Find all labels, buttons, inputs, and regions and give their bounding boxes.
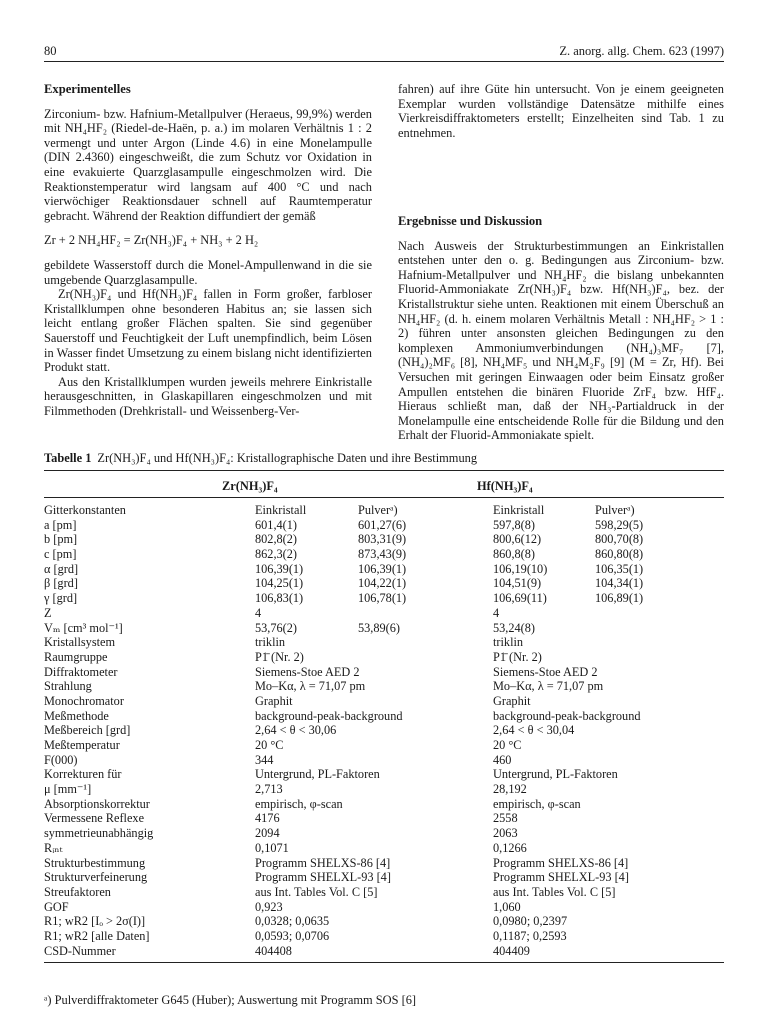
- table-cell-row-label: Vₘ [cm³ mol⁻¹]: [44, 620, 123, 635]
- table-cell-hf-einkristall: Siemens-Stoe AED 2: [493, 664, 598, 679]
- table-cell-hf-einkristall: P1̄ (Nr. 2): [493, 649, 542, 664]
- table-row: [44, 944, 724, 959]
- table-cell-zr-einkristall: 2094: [255, 826, 280, 841]
- table-row: [44, 562, 724, 577]
- table-cell-row-label: Meßmethode: [44, 708, 109, 723]
- paragraph: Zirconium- bzw. Hafnium-Metallpulver (Heraeus, 99,9%) werden mit NH₄HF₂ (Riedel-de-Haën, p. a.) im molaren Verhältnis 1 : 2 vermengt und unter Argon (Linde 4.6) in eine Monelampulle (DIN 2.4360) eingeschweißt, die zum Schutz vor Oxidation in eine evakuierte Quarzglasampulle eingeschmolzen wird. Die Reaktionstemperatur wird langsam auf 400 °C und nach vierwöchiger Reaktionsdauer schnell auf Raumtemperatur gebracht. Während der Reaktion diffundiert der gemäß: [44, 106, 372, 223]
- table-row: [44, 767, 724, 782]
- table-cell-zr-einkristall: 2,713: [255, 782, 283, 797]
- table-cell-row-label: symmetrieunabhängig: [44, 826, 154, 841]
- table-cell-hf-pulver: 106,89(1): [595, 591, 644, 606]
- table-cell-hf-pulver: 106,35(1): [595, 561, 644, 576]
- table-cell-row-label: R1; wR2 [Iₒ > 2σ(I)]: [44, 914, 146, 929]
- table-row: [44, 679, 724, 694]
- table-cell-zr-einkristall: 4176: [255, 811, 280, 826]
- table-cell-zr-einkristall: 802,8(2): [255, 532, 298, 547]
- table-cell-row-label: c [pm]: [44, 547, 77, 562]
- table-cell-row-label: R1; wR2 [alle Daten]: [44, 928, 150, 943]
- table-row: [44, 694, 724, 709]
- table-row: [44, 753, 724, 768]
- section-heading-experimental: Experimentelles: [44, 82, 131, 96]
- table-cell-row-label: Strahlung: [44, 679, 92, 694]
- table-cell-row-label: Strukturverfeinerung: [44, 870, 148, 885]
- table-cell-row-label: b [pm]: [44, 532, 78, 547]
- table-cell-row-label: Gitterkonstanten: [44, 503, 126, 517]
- table-cell-row-label: Kristallsystem: [44, 635, 116, 650]
- table-cell-zr-pulver: 601,27(6): [358, 517, 407, 532]
- table-row: [44, 797, 724, 812]
- table-cell-row-label: a [pm]: [44, 517, 77, 532]
- table-bottom-rule: [44, 962, 724, 963]
- table-cell-zr-einkristall: 0,1071: [255, 840, 289, 855]
- paragraph: Zr(NH₃)F₄ und Hf(NH₃)F₄ fallen in Form großer, farbloser Kristallklumpen ohne besonderen Habitus an; sie lassen sich leicht entlang großer Flächen spalten. Sie sind gegenüber Sauerstoff und Feuchtigkeit der Luft unempfindlich, beim Lösen in Wasser findet Umsetzung zu einem bislang nicht identifizierten Produkt statt.: [44, 287, 372, 375]
- table-cell-hf-einkristall: 800,6(12): [493, 532, 542, 547]
- table-cell-hf-einkristall: 106,69(11): [493, 591, 547, 606]
- table-cell-row-label: Monochromator: [44, 693, 124, 708]
- table-row: [44, 547, 724, 562]
- table-cell-hf-einkristall: 2063: [493, 826, 518, 841]
- table-cell-zr-einkristall: Programm SHELXL-93 [4]: [255, 870, 391, 885]
- table-cell-zr-einkristall: Untergrund, PL-Faktoren: [255, 767, 380, 782]
- table-cell-row-label: Raumgruppe: [44, 649, 108, 664]
- table-cell-hf-einkristall: 104,51(9): [493, 576, 542, 591]
- table-cell-row-label: β [grd]: [44, 576, 78, 591]
- table-cell-row-label: Streufaktoren: [44, 884, 111, 899]
- table-cell-hf-pulver: 598,29(5): [595, 517, 644, 532]
- table-cell-row-label: Meßtemperatur: [44, 738, 120, 752]
- table-cell-zr-einkristall: 53,76(2): [255, 620, 298, 635]
- table-row: [44, 782, 724, 797]
- table-row: [44, 503, 724, 518]
- table-cell-hf-einkristall: 404409: [493, 943, 530, 958]
- table-cell-row-label: γ [grd]: [44, 591, 78, 606]
- table-row: [44, 900, 724, 915]
- table-cell-zr-einkristall: Programm SHELXS-86 [4]: [255, 855, 391, 870]
- table-cell-zr-einkristall: 4: [255, 605, 262, 620]
- reaction-equation: Zr + 2 NH₄HF₂ = Zr(NH₃)F₄ + NH₃ + 2 H₂: [44, 233, 259, 248]
- table-cell-hf-einkristall: 2,64 < θ < 30,04: [493, 723, 575, 738]
- table-cell-hf-einkristall: background-peak-background: [493, 708, 641, 723]
- table-top-rule: [44, 470, 724, 471]
- table-caption-text: Zr(NH₃)F₄ und Hf(NH₃)F₄: Kristallographische Daten und ihre Bestimmung: [97, 451, 478, 465]
- table-cell-row-label: μ [mm⁻¹]: [44, 782, 92, 797]
- table-cell-zr-pulver: Pulverᵃ): [358, 503, 398, 517]
- table-cell-zr-einkristall: empirisch, φ-scan: [255, 796, 343, 811]
- table-cell-zr-einkristall: 106,83(1): [255, 591, 304, 606]
- table-cell-zr-einkristall: 404408: [255, 943, 292, 958]
- table-cell-zr-einkristall: Einkristall: [255, 503, 307, 517]
- table-cell-hf-pulver: Pulverᵃ): [595, 503, 635, 517]
- table-cell-zr-einkristall: Mo–Kα, λ = 71,07 pm: [255, 679, 366, 694]
- table-row: [44, 856, 724, 871]
- table-cell-hf-einkristall: 20 °C: [493, 738, 522, 752]
- table-cell-hf-einkristall: Programm SHELXS-86 [4]: [493, 855, 629, 870]
- table-row: [44, 518, 724, 533]
- table-row: [44, 635, 724, 650]
- table-row: [44, 929, 724, 944]
- table-cell-hf-einkristall: 2558: [493, 811, 518, 826]
- table-row: [44, 738, 724, 753]
- table-cell-hf-einkristall: Programm SHELXL-93 [4]: [493, 870, 629, 885]
- table-cell-zr-einkristall: 344: [255, 752, 274, 767]
- table-row: [44, 841, 724, 856]
- table-cell-hf-einkristall: triklin: [493, 635, 524, 650]
- header-rule: [44, 61, 724, 62]
- table-cell-zr-einkristall: 106,39(1): [255, 561, 304, 576]
- table-cell-zr-einkristall: 0,923: [255, 899, 283, 914]
- table-cell-row-label: Korrekturen für: [44, 767, 122, 782]
- table-cell-row-label: Meßbereich [grd]: [44, 723, 131, 738]
- table-header-rule: [44, 497, 724, 498]
- table-cell-row-label: CSD-Nummer: [44, 943, 116, 958]
- left-column: [44, 82, 372, 418]
- table-cell-zr-einkristall: 862,3(2): [255, 547, 298, 562]
- paragraph: Aus den Kristallklumpen wurden jeweils mehrere Einkristalle herausgeschnitten, in Glaskapillaren eingeschmolzen und mit Filmmethoden (Drehkristall- und Weissenberg-Ver-: [44, 374, 372, 418]
- table-cell-hf-einkristall: 460: [493, 752, 512, 767]
- paragraph: Nach Ausweis der Strukturbestimmungen an Einkristallen entstehen unter den o. g. Bedingungen aus Zirconium- bzw. Hafnium-Metallpulver und NH₄HF₂ die bislang unbekannten Fluorid-Ammoniakate Zr(NH₃)F₄ bzw. Hf(NH₃)F₄, bez. der Kristallstruktur siehe unten. Reaktionen mit einem Überschuß an NH₄HF₂ (d. h. einem molaren Verhältnis Metall : NH₄HF₂ > 1 : 2) führen unter ansonsten gleichen Bedingungen zu den komplexen Ammoniumverbindungen (NH₄)₃MF₇ [7], (NH₄)₂MF₆ [8], NH₄MF₅ und NH₄M₂F₉ [9] (M = Zr, Hf). Bei Versuchen mit geringen Einwaagen oder beim Einsatz großer Ampullen entstehen die binären Fluoride ZrF₄ bzw. HfF₄. Hieraus schließt man, daß der NH₃-Partialdruck in der Monelampulle eine entscheidende Rolle für die Bildung und den Erhalt der Fluorid-Ammoniakate spielt.: [398, 238, 724, 443]
- table-footnote: ᵃ) Pulverdiffraktometer G645 (Huber); Auswertung mit Programm SOS [6]: [44, 993, 417, 1007]
- table-cell-zr-einkristall: 0,0328; 0,0635: [255, 914, 330, 929]
- table-cell-zr-einkristall: aus Int. Tables Vol. C [5]: [255, 884, 378, 899]
- table-cell-hf-einkristall: Graphit: [493, 693, 531, 708]
- table-cell-zr-pulver: 873,43(9): [358, 547, 407, 562]
- paragraph: fahren) auf ihre Güte hin untersucht. Von je einem geeigneten Exemplar wurden vollständige Datensätze mithilfe eines Vierkreisdiffraktometers erstellt; Einzelheiten sind Tab. 1 zu entnehmen.: [398, 82, 724, 140]
- table-row: [44, 885, 724, 900]
- table-cell-hf-einkristall: 0,1187; 0,2593: [493, 928, 567, 943]
- table-cell-row-label: F(000): [44, 752, 78, 767]
- table-cell-zr-einkristall: Graphit: [255, 693, 293, 708]
- table-row: [44, 826, 724, 841]
- table-row: [44, 665, 724, 680]
- table-cell-zr-einkristall: P1̄ (Nr. 2): [255, 649, 304, 664]
- table-cell-hf-einkristall: Untergrund, PL-Faktoren: [493, 767, 618, 782]
- table-cell-row-label: Absorptionskorrektur: [44, 796, 150, 811]
- table-cell-zr-einkristall: 0,0593; 0,0706: [255, 928, 330, 943]
- table-cell-hf-einkristall: 28,192: [493, 782, 527, 797]
- table-cell-zr-einkristall: 104,25(1): [255, 576, 304, 591]
- table-cell-zr-einkristall: 20 °C: [255, 738, 284, 752]
- table-cell-zr-pulver: 104,22(1): [358, 576, 407, 591]
- table-cell-row-label: α [grd]: [44, 561, 79, 576]
- table-cell-hf-einkristall: 4: [493, 605, 500, 620]
- table-header-zr: Zr(NH₃)F₄: [222, 479, 278, 493]
- table-cell-row-label: Diffraktometer: [44, 664, 118, 679]
- journal-citation: Z. anorg. allg. Chem. 623 (1997): [559, 44, 724, 58]
- table-row: [44, 723, 724, 738]
- table-cell-hf-pulver: 800,70(8): [595, 532, 644, 547]
- table-cell-zr-einkristall: 2,64 < θ < 30,06: [255, 723, 337, 738]
- table-cell-hf-einkristall: 1,060: [493, 899, 521, 914]
- right-column-top: [398, 82, 724, 140]
- right-column-results: [398, 214, 724, 443]
- table-cell-zr-pulver: 53,89(6): [358, 620, 401, 635]
- table-cell-hf-einkristall: Mo–Kα, λ = 71,07 pm: [493, 679, 604, 694]
- table-cell-row-label: Z: [44, 605, 52, 620]
- table-row: [44, 591, 724, 606]
- table-row: [44, 811, 724, 826]
- table-cell-zr-einkristall: Siemens-Stoe AED 2: [255, 664, 360, 679]
- table-cell-hf-einkristall: 860,8(8): [493, 547, 536, 562]
- table-cell-zr-einkristall: background-peak-background: [255, 708, 403, 723]
- table-cell-hf-pulver: 104,34(1): [595, 576, 644, 591]
- table-cell-hf-einkristall: aus Int. Tables Vol. C [5]: [493, 884, 616, 899]
- paragraph: gebildete Wasserstoff durch die Monel-Ampullenwand in die sie umgebende Quarzglasampulle.: [44, 257, 372, 287]
- table-cell-hf-einkristall: 597,8(8): [493, 517, 536, 532]
- table-row: [44, 914, 724, 929]
- table-caption: [44, 451, 724, 466]
- table-cell-hf-einkristall: Einkristall: [493, 503, 545, 517]
- table-cell-row-label: GOF: [44, 899, 69, 914]
- section-heading-results: Ergebnisse und Diskussion: [398, 214, 543, 228]
- table-cell-zr-einkristall: triklin: [255, 635, 286, 650]
- table-cell-row-label: Rᵢₙₜ: [44, 840, 63, 855]
- table-cell-zr-einkristall: 601,4(1): [255, 517, 298, 532]
- table-cell-hf-einkristall: empirisch, φ-scan: [493, 796, 581, 811]
- table-cell-zr-pulver: 106,78(1): [358, 591, 407, 606]
- table-cell-hf-einkristall: 0,0980; 0,2397: [493, 914, 568, 929]
- table-cell-row-label: Vermessene Reflexe: [44, 811, 145, 826]
- table-row: [44, 709, 724, 724]
- table-cell-zr-pulver: 803,31(9): [358, 532, 407, 547]
- table-row: [44, 606, 724, 621]
- table-label: Tabelle 1: [44, 451, 92, 465]
- table-cell-hf-einkristall: 0,1266: [493, 840, 527, 855]
- table-body: [44, 503, 724, 958]
- table-cell-hf-pulver: 860,80(8): [595, 547, 644, 562]
- table-row: [44, 576, 724, 591]
- page-number: 80: [44, 44, 57, 58]
- table-header-hf: Hf(NH₃)F₄: [477, 479, 533, 493]
- table-cell-row-label: Strukturbestimmung: [44, 855, 146, 870]
- table-row: [44, 532, 724, 547]
- table-cell-hf-einkristall: 53,24(8): [493, 620, 536, 635]
- table-row: [44, 621, 724, 636]
- table-cell-zr-pulver: 106,39(1): [358, 561, 407, 576]
- table-row: [44, 870, 724, 885]
- table-cell-hf-einkristall: 106,19(10): [493, 561, 548, 576]
- table-row: [44, 650, 724, 665]
